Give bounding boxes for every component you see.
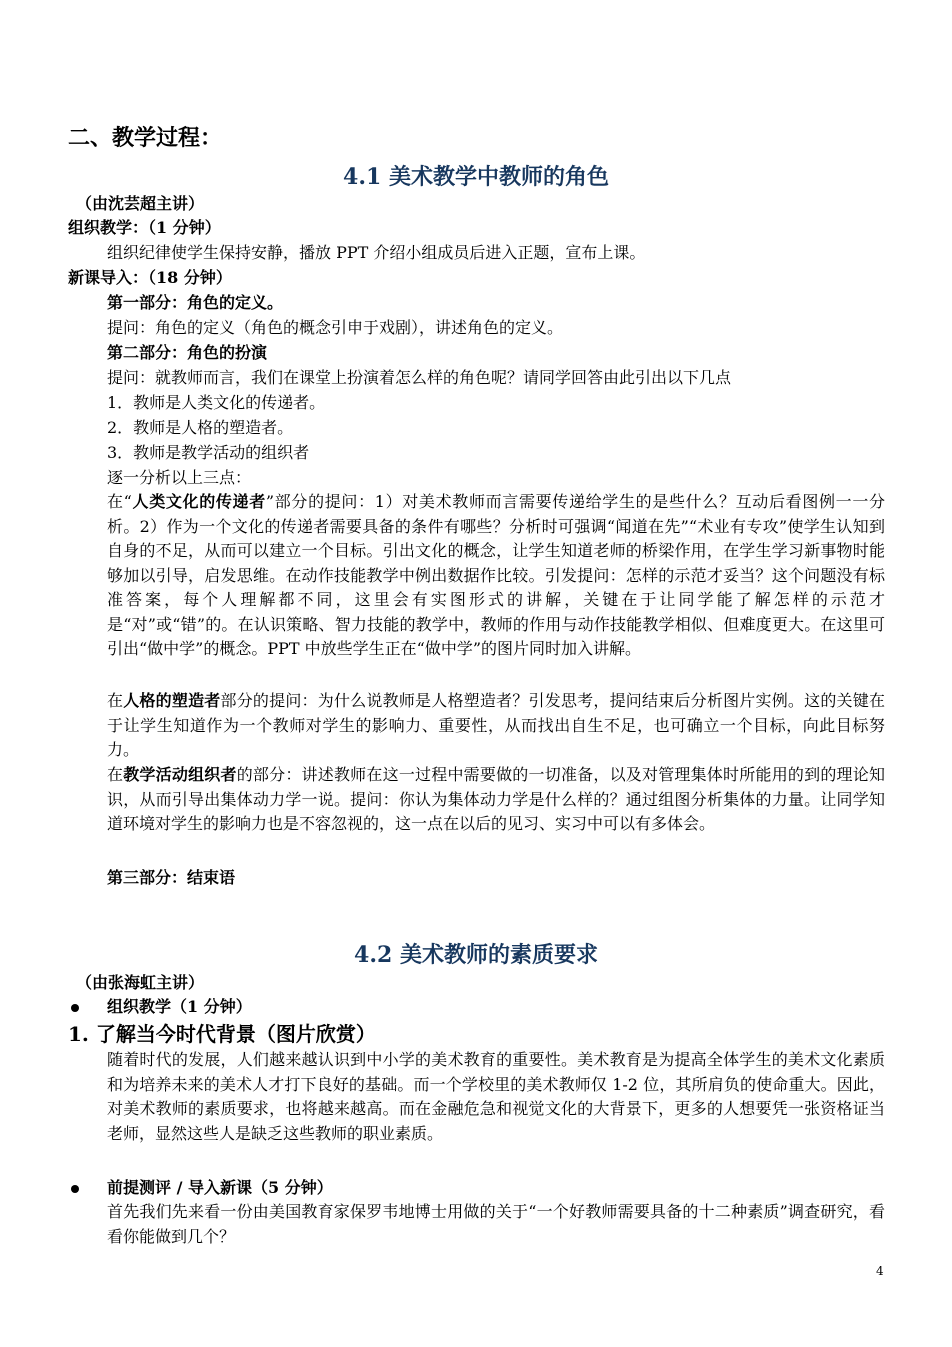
section-heading: 二、教学过程： (68, 125, 223, 151)
org-label: 组织教学：（1 分钟） (68, 218, 221, 237)
paragraph-culture: 在“人类文化的传递者”部分的提问：1）对美术教师而言需要传递给学生的是些什么？互动后看图例一一分析。2）作为一个文化的传递者需要具备的条件有哪些？分析时可强调“闻道在先”“术业有专攻”使学生认知到自身的不足，从而可以建立一个目标。引出文化的概念，让学生知道老师的桥梁作用，在学生学习新事物时能够加以引导，启发思维。在动作技能教学中例出数据作比较。引发提问：怎样的示范才妥当？这个问题没有标准答案，每个人理解都不同，这里会有实图形式的讲解，关键在于让同学能了解怎样的示范才是“对”或“错”的。在认识策略、智力技能的教学中，教师的作用与动作技能教学相似、但难度更大。在这里可引出“做中学”的概念。PPT 中放些学生正在“做中学”的图片同时加入讲解。 (107, 492, 885, 658)
sub1-text: 提问：角色的定义（角色的概念引申于戏剧），讲述角色的定义。 (107, 318, 564, 337)
org-text: 组织纪律使学生保持安静，播放 PPT 介绍小组成员后进入正题，宣布上课。 (107, 243, 646, 262)
lecturer-note-2: （由张海虹主讲） (76, 973, 205, 992)
emphasis-organizer: 教学活动组织者 (123, 765, 237, 784)
sub2-question: 提问：就教师而言，我们在课堂上扮演着怎么样的角色呢？请同学回答由此引出以下几点 (107, 368, 732, 387)
numbered-heading-1: 1. 了解当今时代背景（图片欣赏） (68, 1022, 376, 1046)
sub3-title: 第三部分：结束语 (107, 868, 236, 887)
sub2-title: 第二部分：角色的扮演 (107, 343, 268, 362)
page-number: 4 (876, 1264, 884, 1278)
intro-label: 新课导入：（18 分钟） (68, 268, 232, 287)
emphasis-culture: 人类文化的传递者 (131, 492, 266, 511)
bullet-icon (71, 1004, 79, 1012)
bullet-icon (71, 1185, 79, 1193)
emphasis-personality: 人格的塑造者 (123, 691, 221, 710)
bullet-test: 前提测评 / 导入新课（5 分钟） (107, 1178, 333, 1197)
section-title-4-1: 4.1 美术教学中教师的角色 (343, 164, 609, 190)
lecturer-note: （由沈芸超主讲） (76, 194, 205, 213)
analyze-text: 逐一分析以上三点： (107, 468, 252, 487)
section-title-4-2: 4.2 美术教师的素质要求 (354, 942, 598, 968)
paragraph-organizer: 在教学活动组织者的部分：讲述教师在这一过程中需要做的一切准备，以及对管理集体时所能用的到的理论知识，从而引导出集体动力学一说。提问：你认为集体动力学是什么样的？通过组图分析集体的力量。让同学知道环境对学生的影响力也是不容忽视的，这一点在以后的见习、实习中可以有多体会。 (107, 765, 885, 833)
point-1: 1．教师是人类文化的传递者。 (107, 393, 326, 412)
paragraph-background: 随着时代的发展，人们越来越认识到中小学的美术教育的重要性。美术教育是为提高全体学生的美术文化素质和为培养未来的美术人才打下良好的基础。而一个学校里的美术教师仅 1-2 位，其所肩负的使命重大。因此，对美术教师的素质要求，也将越来越高。而在金融危急和视觉文化的大背景下，更多的人想要凭一张资格证当老师，显然这些人是缺乏这些教师的职业素质。 (107, 1050, 885, 1143)
point-2: 2．教师是人格的塑造者。 (107, 418, 294, 437)
paragraph-personality: 在人格的塑造者部分的提问：为什么说教师是人格塑造者？引发思考，提问结束后分析图片实例。这的关键在于让学生知道作为一个教师对学生的影响力、重要性，从而找出自生不足，也可确立一个目标，向此目标努力。 (107, 691, 885, 759)
point-3: 3．教师是教学活动的组织者 (107, 443, 310, 462)
bullet-org: 组织教学（1 分钟） (107, 997, 252, 1016)
sub1-title: 第一部分：角色的定义。 (107, 293, 284, 312)
paragraph-survey: 首先我们先来看一份由美国教育家保罗韦地博士用做的关于“一个好教师需要具备的十二种素质”调查研究，看看你能做到几个？ (107, 1202, 885, 1246)
